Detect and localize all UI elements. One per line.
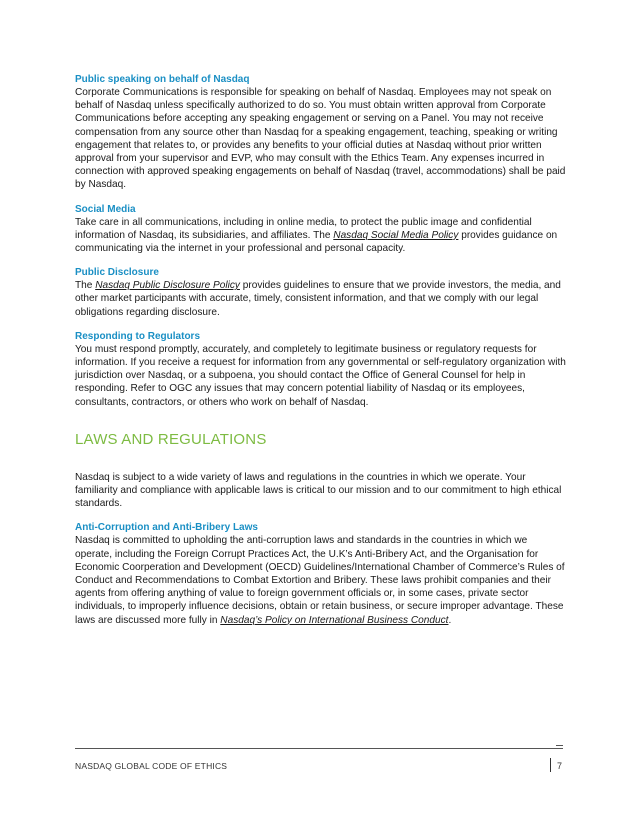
section-heading: Responding to Regulators (75, 330, 200, 342)
text-segment: provides guidance on communicating via the internet in your professional and personal capacity. (75, 229, 558, 255)
footer-rule-tick (556, 745, 563, 746)
text-segment: Take care in all communications, including in online media, to protect the public image and confidential information of Nasdaq, its subsidiaries, and affiliates. The (75, 216, 532, 241)
section-text: Corporate Communications is responsible for speaking on behalf of Nasdaq. Employees may not speak on behalf of Nasdaq unless specifically authorized to do so. You must obtain written approval from Corporate Communications before accepting any speaking engagement or serving on a Panel. You may not receive compensation from any source other than Nasdaq for a speaking engagement, teaching, speaking or writing engagement that relates to, or provides any benefits to your official duties at Nasdaq without prior written approval from your supervisor and EVP, who may consult with the Ethics Team. Any expenses incurred in connection with approved speaking engagements on behalf of Nasdaq (travel, accommodations) shall be paid by Nasdaq. (75, 87, 566, 191)
text-segment: . (448, 614, 452, 626)
footer-divider (550, 758, 551, 772)
laws-title: LAWS AND REGULATIONS (75, 430, 267, 448)
public-disclosure-policy-link[interactable]: Nasdaq Public Disclosure Policy (95, 280, 240, 292)
section-social-media (75, 204, 567, 256)
footer-rule (75, 748, 563, 749)
section-responding-regulators (75, 331, 567, 409)
social-media-policy-link[interactable]: Nasdaq Social Media Policy (333, 229, 459, 241)
page-number: 7 (557, 761, 563, 771)
section-public-disclosure (75, 267, 567, 319)
section-text (75, 216, 567, 256)
text-segment: provides guidelines to ensure that we provide investors, the media, and other market participants with accurate, timely, consistent information, and that we comply with our legal obligations regarding disclosure. (75, 280, 561, 318)
section-public-speaking (75, 74, 567, 192)
international-business-conduct-policy-link[interactable]: Nasdaq’s Policy on International Business Conduct (220, 614, 449, 626)
section-text (75, 279, 567, 319)
section-heading: Social Media (75, 203, 136, 215)
section-anti-corruption (75, 522, 567, 626)
section-heading: Public speaking on behalf of Nasdaq (75, 74, 250, 85)
section-heading: Public Disclosure (75, 267, 159, 279)
laws-intro: Nasdaq is subject to a wide variety of laws and regulations in the countries in which we operate. Your familiarity and compliance with applicable laws is critical to our mission and to our commitment to high ethical standards. (75, 471, 562, 510)
section-text (75, 534, 567, 626)
text-segment: The (75, 280, 96, 292)
footer-label: NASDAQ GLOBAL CODE OF ETHICS (75, 761, 228, 771)
document-body (75, 74, 567, 639)
section-heading: Anti-Corruption and Anti-Bribery Laws (75, 522, 258, 534)
text-segment: Nasdaq is committed to upholding the anti-corruption laws and standards in the countries in which we operate, including the Foreign Corrupt Practices Act, the U.K’s Anti-Bribery Act, and the Organisation for Economic Coorperation and Development (OECD) Guidelines/International Chamber of Commerce’s Rules of Conduct and Recommendations to Combat Extortion and Bribery. These laws prohibit companies and their agents from offering anything of value to foreign government officials or, in some cases, private sector individuals, to improperly influence decisions, obtain or retain business, or secure improper advantage. These laws are discussed more fully in (75, 535, 565, 626)
section-text: You must respond promptly, accurately, and completely to legitimate business or regulatory requests for information. If you receive a request for information from any governmental or self-regulatory organization with jurisdiction over Nasdaq, or a subpoena, you should contact the Office of General Counsel for help in responding. Refer to OGC any issues that may concern potential liability of Nasdaq or its employees, consultants, contractors, or others who work on behalf of Nasdaq. (75, 343, 566, 408)
